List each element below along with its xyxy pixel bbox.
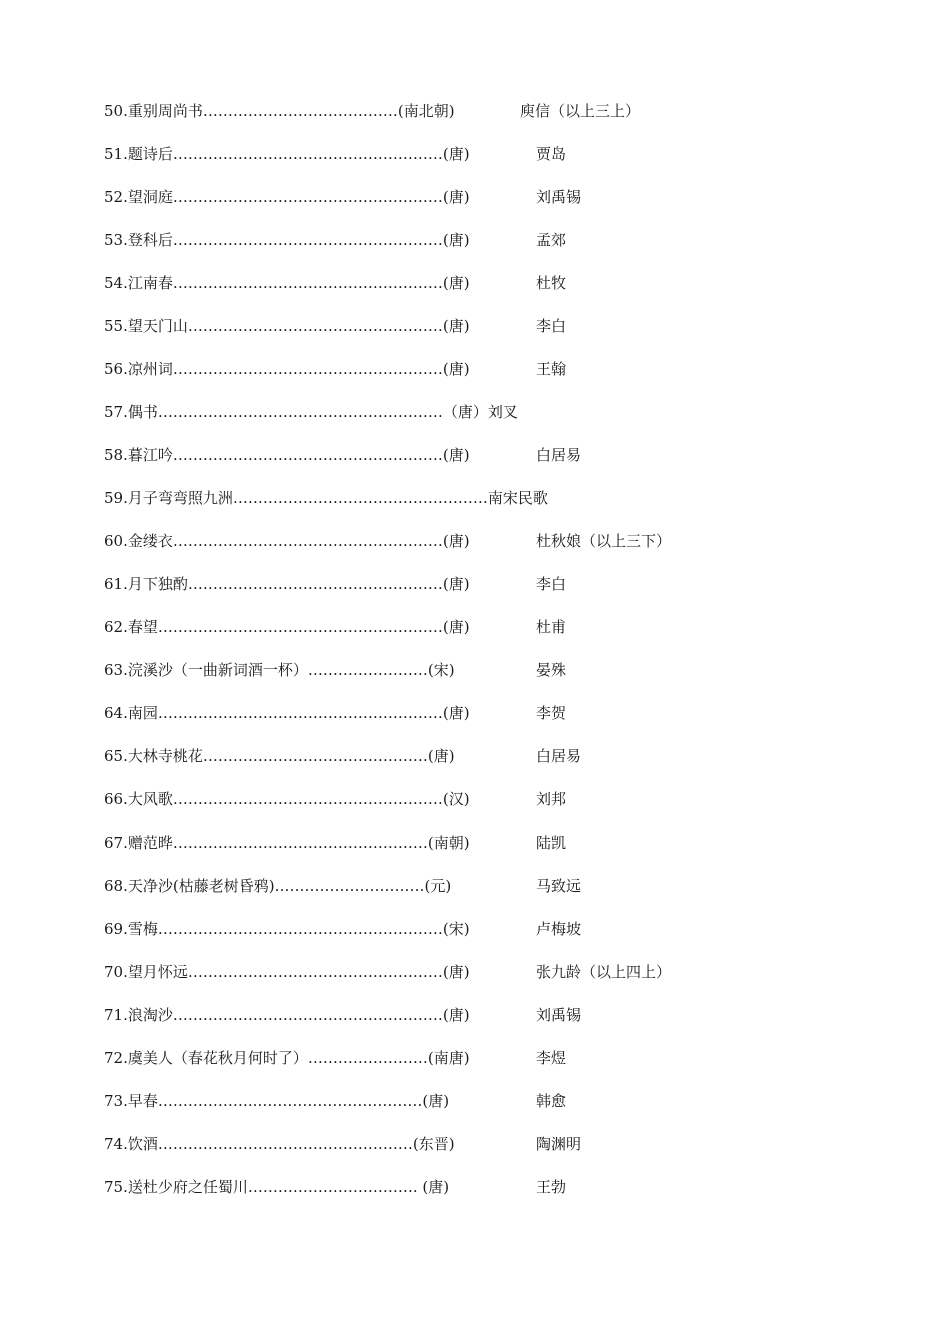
- poem-author: 陶渊明: [536, 1135, 582, 1153]
- poem-entry: 66.大风歌………………………………………………(汉): [104, 790, 470, 808]
- poem-entry: 67.赠范晔……………………………………………(南朝): [104, 834, 470, 852]
- poem-author: 张九龄（以上四上）: [536, 963, 672, 981]
- poem-author: 王翰: [536, 360, 567, 378]
- poem-author: 李煜: [536, 1049, 567, 1067]
- poem-entry: 74.饮酒……………………………………………(东晋): [104, 1135, 455, 1153]
- poem-entry: 59.月子弯弯照九洲……………………………………………南宋民歌: [104, 489, 548, 507]
- poem-entry: 54.江南春………………………………………………(唐): [104, 274, 470, 292]
- poem-entry: 52.望洞庭………………………………………………(唐): [104, 188, 470, 206]
- poem-author: 杜牧: [536, 274, 567, 292]
- poem-author: 韩愈: [536, 1092, 567, 1110]
- poem-entry: 50.重别周尚书…………………………………(南北朝): [104, 102, 455, 120]
- poem-author: 晏殊: [536, 661, 567, 679]
- poem-author: 马致远: [536, 877, 582, 895]
- poem-author: 孟郊: [536, 231, 567, 249]
- poem-entry: 71.浪淘沙………………………………………………(唐): [104, 1006, 470, 1024]
- poem-author: 杜秋娘（以上三下）: [536, 532, 672, 550]
- poem-entry: 65.大林寺桃花………………………………………(唐): [104, 747, 455, 765]
- poem-author: 李贺: [536, 704, 567, 722]
- poem-author: 刘禹锡: [536, 1006, 582, 1024]
- poem-author: 刘禹锡: [536, 188, 582, 206]
- poem-author: 白居易: [536, 446, 582, 464]
- poem-author: 李白: [536, 575, 567, 593]
- poem-entry: 70.望月怀远……………………………………………(唐): [104, 963, 470, 981]
- poem-entry: 57.偶书…………………………………………………（唐）刘叉: [104, 403, 518, 421]
- poem-entry: 64.南园…………………………………………………(唐): [104, 704, 470, 722]
- poem-author: 贾岛: [536, 145, 567, 163]
- poem-entry: 72.虞美人（春花秋月何时了）……………………(南唐): [104, 1049, 470, 1067]
- poem-entry: 63.浣溪沙（一曲新词酒一杯）……………………(宋): [104, 661, 455, 679]
- poem-entry: 75.送杜少府之任蜀川……………………………. (唐): [104, 1178, 450, 1196]
- poem-entry: 61.月下独酌……………………………………………(唐): [104, 575, 470, 593]
- poem-entry: 73.早春………………..……………………………(唐): [104, 1092, 450, 1110]
- poem-entry: 60.金缕衣………………………………………………(唐): [104, 532, 470, 550]
- poem-entry: 56.凉州词………………………………………………(唐): [104, 360, 470, 378]
- poem-entry: 58.暮江吟………………………………………………(唐): [104, 446, 470, 464]
- poem-entry: 51.题诗后………………………………………………(唐): [104, 145, 470, 163]
- poem-entry: 62.春望…………………………………………………(唐): [104, 618, 470, 636]
- poem-entry: 69.雪梅…………………………………………………(宋): [104, 920, 470, 938]
- poem-entry: 53.登科后………………………………………………(唐): [104, 231, 470, 249]
- poem-author: 杜甫: [536, 618, 567, 636]
- poem-author: 刘邦: [536, 790, 567, 808]
- poem-author: 李白: [536, 317, 567, 335]
- poem-author: 卢梅坡: [536, 920, 582, 938]
- poem-author: 庾信（以上三上）: [520, 102, 641, 120]
- poem-author: 陆凯: [536, 834, 567, 852]
- poem-author: 白居易: [536, 747, 582, 765]
- poem-entry: 68.天净沙(枯藤老树昏鸦)…………………………(元): [104, 877, 452, 895]
- poem-entry: 55.望天门山……………………………………………(唐): [104, 317, 470, 335]
- poem-author: 王勃: [536, 1178, 567, 1196]
